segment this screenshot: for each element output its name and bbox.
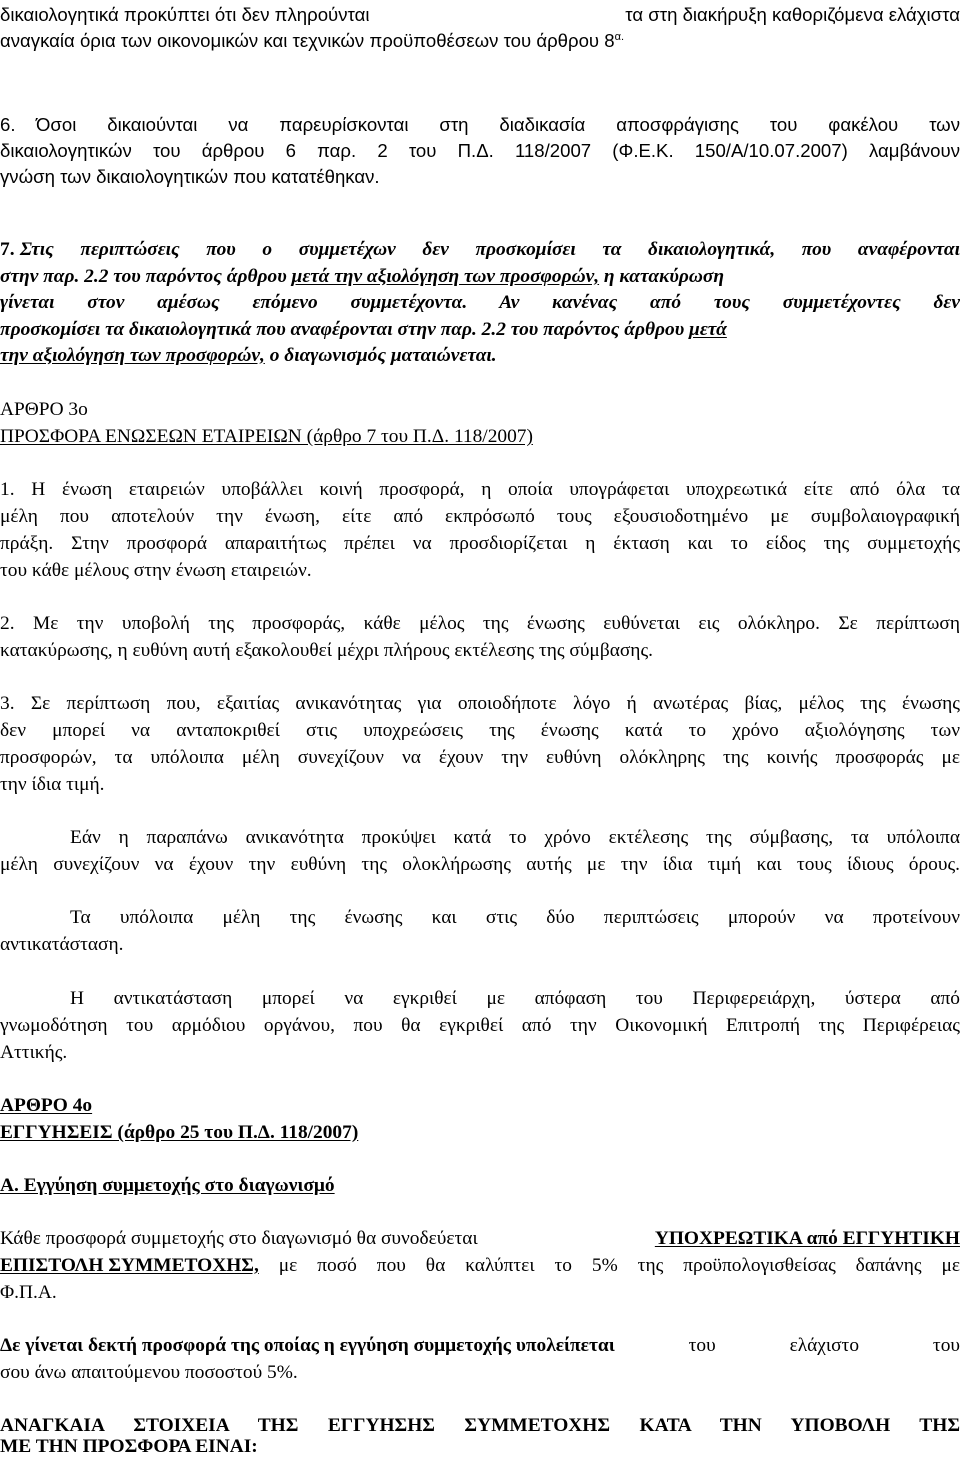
item6-line-1 — [0, 112, 960, 138]
article3-p6-line-1: Η αντικατάσταση μπορεί να εγκριθεί με απόφαση του Περιφερειάρχη, ύστερα από — [70, 988, 960, 1009]
article3-p2-line-1: 2. Με την υποβολή της προσφοράς, κάθε μέλος της ένωσης ευθύνεται εις ολόκληρο. Σε περίπτωση — [0, 613, 960, 634]
article3-p1-line-4: του κάθε μέλους στην ένωση εταιρειών. — [0, 560, 312, 581]
article3-p5-line-1: Τα υπόλοιπα μέλη της ένωσης και στις δύο περιπτώσεις μπορούν να προτείνουν — [70, 907, 960, 928]
item7-line-1: 7. Στις περιπτώσεις που ο συμμετέχων δεν προσκομίσει τα δικαιολογητικά, που αναφέρονται — [0, 237, 960, 263]
article3-p5-line-2: αντικατάσταση. — [0, 934, 124, 955]
article4-p1-line-2: ΕΠΙΣΤΟΛΗ ΣΥΜΜΕΤΟΧΗΣ, με ποσό που θα καλύπτει το 5% της προϋπολογισθείσας δαπάνης με — [0, 1255, 960, 1276]
article3-p2-line-2: κατακύρωσης, η ευθύνη αυτή εξακολουθεί μέχρι πλήρους εκτέλεσης της σύμβασης. — [0, 640, 653, 661]
article3-p3-line-3: προσφορών, τα υπόλοιπα μέλη συνεχίζουν να έχουν την ευθύνη ολόκληρης της κοινής προσφοράς με — [0, 747, 960, 768]
item7-number: 7. — [0, 239, 15, 260]
intro-line-2: αναγκαία όρια των οικονομικών και τεχνικών προϋποθέσεων του άρθρου $8^{\alpha.}$ — [0, 30, 625, 51]
article4-caps-line-2: ΜΕ ΤΗΝ ΠΡΟΣΦΟΡΑ ΕΙΝΑΙ: — [0, 1436, 258, 1457]
item7-underline-3: την αξιολόγηση των προσφορών, — [0, 345, 265, 366]
guarantee-letter-required: ΥΠΟΧΡΕΩΤΙΚΑ από ΕΓΓΥΗΤΙΚΗ — [654, 1228, 960, 1249]
item6-text-1: Όσοι δικαιούνται να παρευρίσκονται στη διαδικασία αποσφράγισης του φακέλου των — [36, 114, 960, 135]
article4-title: ΕΓΓΥΗΣΕΙΣ (άρθρο 25 του Π.Δ. 118/2007) — [0, 1122, 359, 1143]
article3-p6-line-3: Αττικής. — [0, 1042, 68, 1063]
intro-line-1b: τα στη διακήρυξη καθοριζόμενα ελάχιστα — [625, 4, 960, 25]
item7-line-3: γίνεται στον αμέσως επόμενο συμμετέχοντα. Αν κανένας από τους συμμετέχοντες δεν — [0, 292, 960, 313]
item6-line-3: γνώση των δικαιολογητικών που κατατέθηκαν. — [0, 166, 380, 187]
article3-heading: ΑΡΘΡΟ 3ο — [0, 399, 88, 420]
article4-bold-line-1: Δε γίνεται δεκτή προσφορά της οποίας η εγγύηση συμμετοχής υπολείπεται του ελάχιστο του — [0, 1335, 960, 1356]
article4-bold-line-2: σου άνω απαιτούμενου ποσοστού 5%. — [0, 1362, 298, 1383]
article3-p3-line-4: την ίδια τιμή. — [0, 774, 105, 795]
article3-p4-line-1: Εάν η παραπάνω ανικανότητα προκύψει κατά το χρόνο εκτέλεσης της σύμβασης, τα υπόλοιπα — [70, 827, 960, 848]
item7-line-4: προσκομίσει τα δικαιολογητικά που αναφέρονται στην παρ. 2.2 του παρόντος άρθρου μετά — [0, 319, 727, 340]
item6-line-2: δικαιολογητικών του άρθρου 6 παρ. 2 του Π.Δ. 118/2007 (Φ.Ε.Κ. 150/Α/10.07.2007) λαμβάνουν — [0, 140, 960, 161]
item7-line-2: στην παρ. 2.2 του παρόντος άρθρου μετά την αξιολόγηση των προσφορών, η κατακύρωση — [0, 266, 724, 287]
item6-number: 6. — [0, 114, 16, 135]
intro-line-1 — [0, 2, 960, 28]
article4-subsection-a: Α. Εγγύηση συμμετοχής στο διαγωνισμό — [0, 1175, 335, 1196]
article4-heading: ΑΡΘΡΟ 4ο — [0, 1095, 93, 1116]
article3-p6-line-2: γνωμοδότηση του αρμόδιου οργάνου, που θα εγκριθεί από την Οικονομική Επιτροπή της Περιφέρειας — [0, 1015, 960, 1036]
article4-p1-line-3: Φ.Π.Α. — [0, 1282, 57, 1303]
item7-underline-1: μετά την αξιολόγηση των προσφορών, — [291, 266, 600, 287]
article3-p4-line-2: μέλη συνεχίζουν να έχουν την ευθύνη της ολοκλήρωσης αυτής με την ίδια τιμή και τους ίδιους όρους. — [0, 854, 960, 875]
article4-caps-line-1: ΑΝΑΓΚΑΙΑ ΣΤΟΙΧΕΙΑ ΤΗΣ ΕΓΓΥΗΣΗΣ ΣΥΜΜΕΤΟΧΗΣ ΚΑΤΑ ΤΗΝ ΥΠΟΒΟΛΗ ΤΗΣ — [0, 1415, 960, 1436]
article3-p3-line-1: 3. Σε περίπτωση που, εξαιτίας ανικανότητας για οποιοδήποτε λόγο ή ανωτέρας βίας, μέλος της ένωσης — [0, 693, 960, 714]
item7-underline-2: μετά — [689, 319, 727, 340]
intro-line-1a: δικαιολογητικά προκύπτει ότι δεν πληρούνται — [0, 4, 370, 25]
article3-p1-line-1: 1. Η ένωση εταιρειών υποβάλλει κοινή προσφορά, η οποία υπογράφεται υποχρεωτικά είτε από όλα τα — [0, 479, 960, 500]
article3-p1-line-3: πράξη. Στην προσφορά απαραιτήτως πρέπει να προσδιορίζεται η έκταση και το είδος της συμμετοχής — [0, 533, 960, 554]
article3-p3-line-2: δεν μπορεί να ανταποκριθεί στις υποχρεώσεις της ένωσης κατά το χρόνο αξιολόγησης των — [0, 720, 960, 741]
item7-line-5: την αξιολόγηση των προσφορών, ο διαγωνισμός ματαιώνεται. — [0, 345, 497, 366]
article4-p1-line-1: Κάθε προσφορά συμμετοχής στο διαγωνισμό θα συνοδεύεται ΥΠΟΧΡΕΩΤΙΚΑ από ΕΓΓΥΗΤΙΚΗ — [0, 1226, 960, 1252]
article3-p1-line-2: μέλη που αποτελούν την ένωση, είτε από εκπρόσωπό τους εξουσιοδοτημένο με συμβολαιογραφική — [0, 506, 960, 527]
article3-title: ΠΡΟΣΦΟΡΑ ΕΝΩΣΕΩΝ ΕΤΑΙΡΕΙΩΝ (άρθρο 7 του Π.Δ. 118/2007) — [0, 426, 533, 447]
intro-superscript: α. — [614, 31, 625, 43]
